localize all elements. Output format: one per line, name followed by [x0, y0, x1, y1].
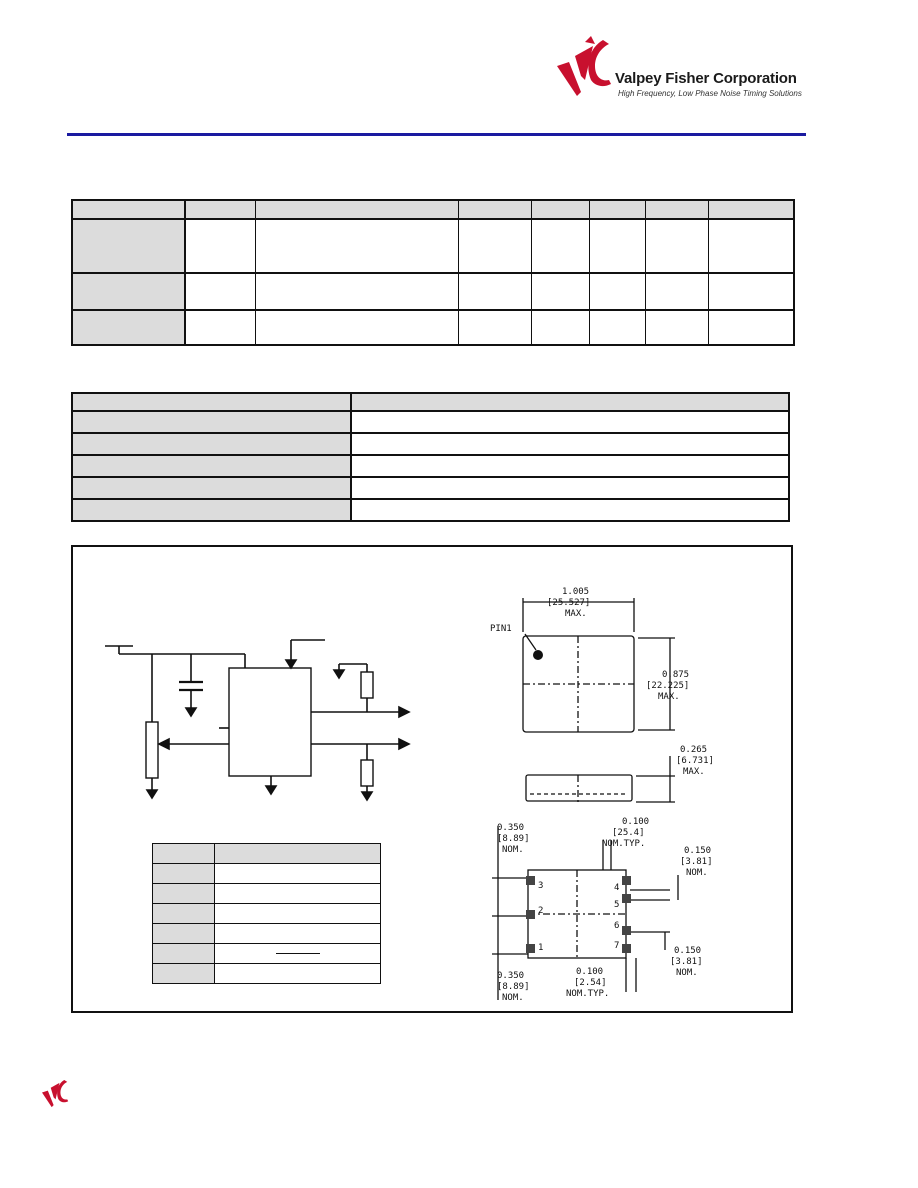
spec-table-row: [72, 219, 794, 273]
pin-number-7: 7: [614, 941, 620, 951]
height-dim-note: MAX.: [658, 692, 680, 702]
thickness-dim-mm: [6.731]: [676, 756, 714, 766]
thickness-dim-note: MAX.: [683, 767, 705, 777]
info-table-row: [72, 455, 789, 477]
pin1-marker: [533, 650, 543, 660]
package-outline-drawing: [470, 580, 790, 1005]
dim-right-top-mm: [3.81]: [680, 857, 713, 867]
dim-right-bot-mm: [3.81]: [670, 957, 703, 967]
company-tagline: High Frequency, Low Phase Noise Timing Solutions: [618, 89, 802, 98]
pin-table-row: [153, 884, 381, 904]
dim-top-note: NOM.TYP.: [602, 839, 646, 849]
dim-bot-left-mm: [8.89]: [497, 982, 530, 992]
height-dim-in: 0.875: [662, 670, 690, 680]
spec-table-row: [72, 310, 794, 345]
dim-right-top-in: 0.150: [684, 846, 712, 856]
pin1-label: PIN1: [490, 624, 512, 634]
pin-table-row: [153, 924, 381, 944]
dim-right-top-note: NOM.: [686, 868, 708, 878]
dim-top-mm: [25.4]: [612, 828, 645, 838]
thickness-dim-in: 0.265: [680, 745, 708, 755]
dim-top-in: 0.100: [622, 817, 650, 827]
pin-number-5: 5: [614, 900, 620, 910]
dim-right-bot-in: 0.150: [674, 946, 702, 956]
spec-table-row: [72, 273, 794, 310]
width-dim-mm: [25.527]: [547, 598, 591, 608]
pin-number-6: 6: [614, 921, 620, 931]
valpey-fisher-logo-icon: [555, 36, 625, 102]
dim-top-left-mm: [8.89]: [497, 834, 530, 844]
pin-table-row: [153, 964, 381, 984]
pin-table-row: [153, 944, 381, 964]
dim-bot-mm: [2.54]: [574, 978, 607, 988]
dim-top-left-in: 0.350: [497, 823, 525, 833]
pin-table-row: [153, 864, 381, 884]
overbar: [276, 953, 320, 954]
info-table-row: [72, 411, 789, 433]
dim-bot-in: 0.100: [576, 967, 604, 977]
pin-number-1: 1: [538, 943, 544, 953]
dim-right-bot-note: NOM.: [676, 968, 698, 978]
info-table-row: [72, 499, 789, 521]
pin-number-4: 4: [614, 883, 620, 893]
valpey-fisher-logo-icon: [40, 1078, 76, 1110]
height-dim-mm: [22.225]: [646, 681, 690, 691]
application-circuit-schematic: [95, 630, 425, 810]
footer-logo: [40, 1078, 76, 1110]
pin-table-header-row: [153, 844, 381, 864]
width-dim-in: 1.005: [562, 587, 590, 597]
spec-table: [71, 199, 795, 346]
info-table-row: [72, 477, 789, 499]
pin-function-table: [152, 843, 381, 984]
dim-bot-note: NOM.TYP.: [566, 989, 610, 999]
pin-table-row: [153, 904, 381, 924]
dim-top-left-note: NOM.: [502, 845, 524, 855]
info-table-row: [72, 433, 789, 455]
pin-number-3: 3: [538, 881, 544, 891]
spec-table-header-row: [72, 200, 794, 219]
header-rule: [67, 133, 806, 136]
width-dim-note: MAX.: [565, 609, 587, 619]
dim-bot-left-in: 0.350: [497, 971, 525, 981]
company-name: Valpey Fisher Corporation: [615, 70, 797, 87]
info-table: [71, 392, 790, 522]
pin-number-2: 2: [538, 906, 544, 916]
dim-bot-left-note: NOM.: [502, 993, 524, 1003]
info-table-header-row: [72, 393, 789, 411]
